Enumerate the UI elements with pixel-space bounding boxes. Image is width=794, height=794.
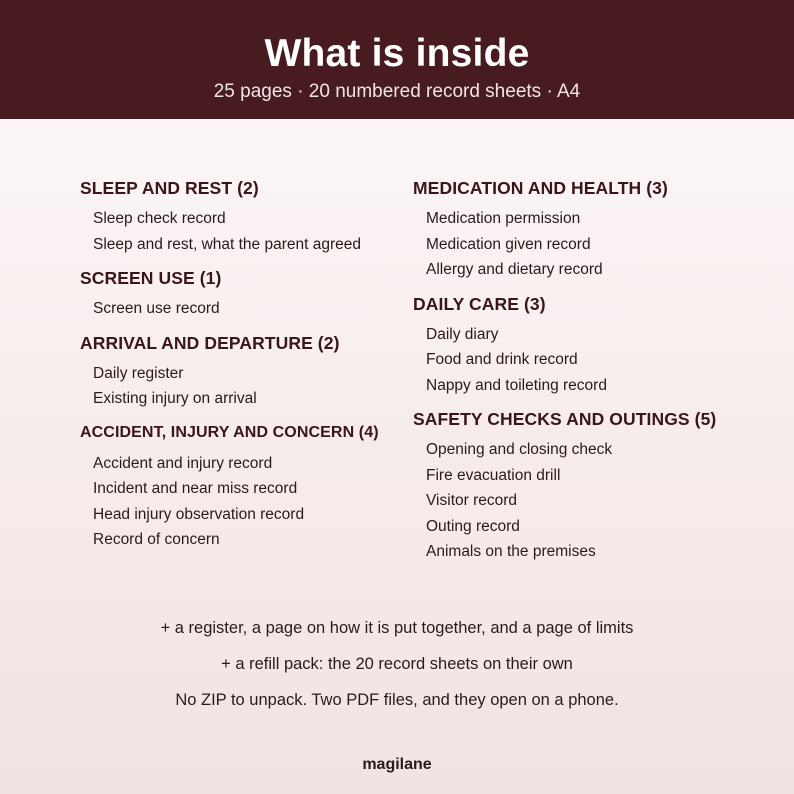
list-item: Existing injury on arrival [93, 390, 257, 407]
page-subtitle: 25 pages · 20 numbered record sheets · A4 [213, 81, 581, 102]
section-heading: SLEEP AND REST (2) [80, 178, 259, 198]
section-heading: SCREEN USE (1) [80, 268, 222, 288]
section-heading: ACCIDENT, INJURY AND CONCERN (4) [80, 423, 379, 441]
list-item: Daily register [93, 364, 184, 382]
section-medication-and-health [413, 175, 753, 283]
list-item: Allergy and dietary record [426, 261, 603, 278]
section-item-list [80, 451, 410, 553]
section-screen-use [80, 265, 410, 322]
footer-note: + a register, a page on how it is put together, and a page of limits [160, 619, 634, 637]
page-title: What is inside [264, 32, 530, 75]
section-item-list [80, 296, 410, 322]
list-item: Medication permission [426, 210, 581, 227]
list-item: Screen use record [93, 300, 220, 317]
section-daily-care [413, 291, 753, 399]
section-heading: DAILY CARE (3) [413, 293, 546, 314]
section-item-list [413, 206, 753, 283]
list-item: Sleep check record [93, 210, 226, 227]
list-item: Record of concern [93, 531, 220, 548]
section-safety-checks-and-outings [413, 406, 753, 565]
list-item: Food and drink record [426, 351, 578, 368]
section-heading: ARRIVAL AND DEPARTURE (2) [80, 332, 340, 353]
list-item: Nappy and toileting record [426, 376, 607, 394]
list-item: Incident and near miss record [93, 480, 298, 497]
section-item-list [413, 322, 753, 399]
list-item: Accident and injury record [93, 454, 273, 472]
list-item: Opening and closing check [426, 441, 613, 458]
footer-notes [0, 610, 794, 718]
section-item-list [80, 361, 410, 412]
section-arrival-and-departure [80, 330, 410, 412]
section-heading: SAFETY CHECKS AND OUTINGS (5) [413, 409, 717, 429]
section-item-list [80, 206, 410, 257]
list-item: Animals on the premises [426, 543, 596, 560]
list-item: Medication given record [426, 235, 591, 253]
section-sleep-and-rest [80, 175, 410, 257]
footer-note: + a refill pack: the 20 record sheets on their own [221, 655, 573, 673]
section-accident-injury-concern [80, 420, 410, 553]
list-item: Outing record [426, 517, 520, 535]
left-column [80, 175, 410, 561]
right-column [413, 175, 753, 573]
footer-note: No ZIP to unpack. Two PDF files, and they open on a phone. [175, 691, 619, 709]
header-banner [0, 0, 794, 119]
section-heading: MEDICATION AND HEALTH (3) [413, 178, 668, 198]
list-item: Sleep and rest, what the parent agreed [93, 235, 361, 253]
list-item: Daily diary [426, 325, 499, 343]
section-item-list [413, 437, 753, 565]
list-item: Head injury observation record [93, 505, 305, 523]
list-item: Visitor record [426, 492, 518, 509]
list-item: Fire evacuation drill [426, 466, 561, 484]
brand-name: magilane [362, 756, 432, 773]
